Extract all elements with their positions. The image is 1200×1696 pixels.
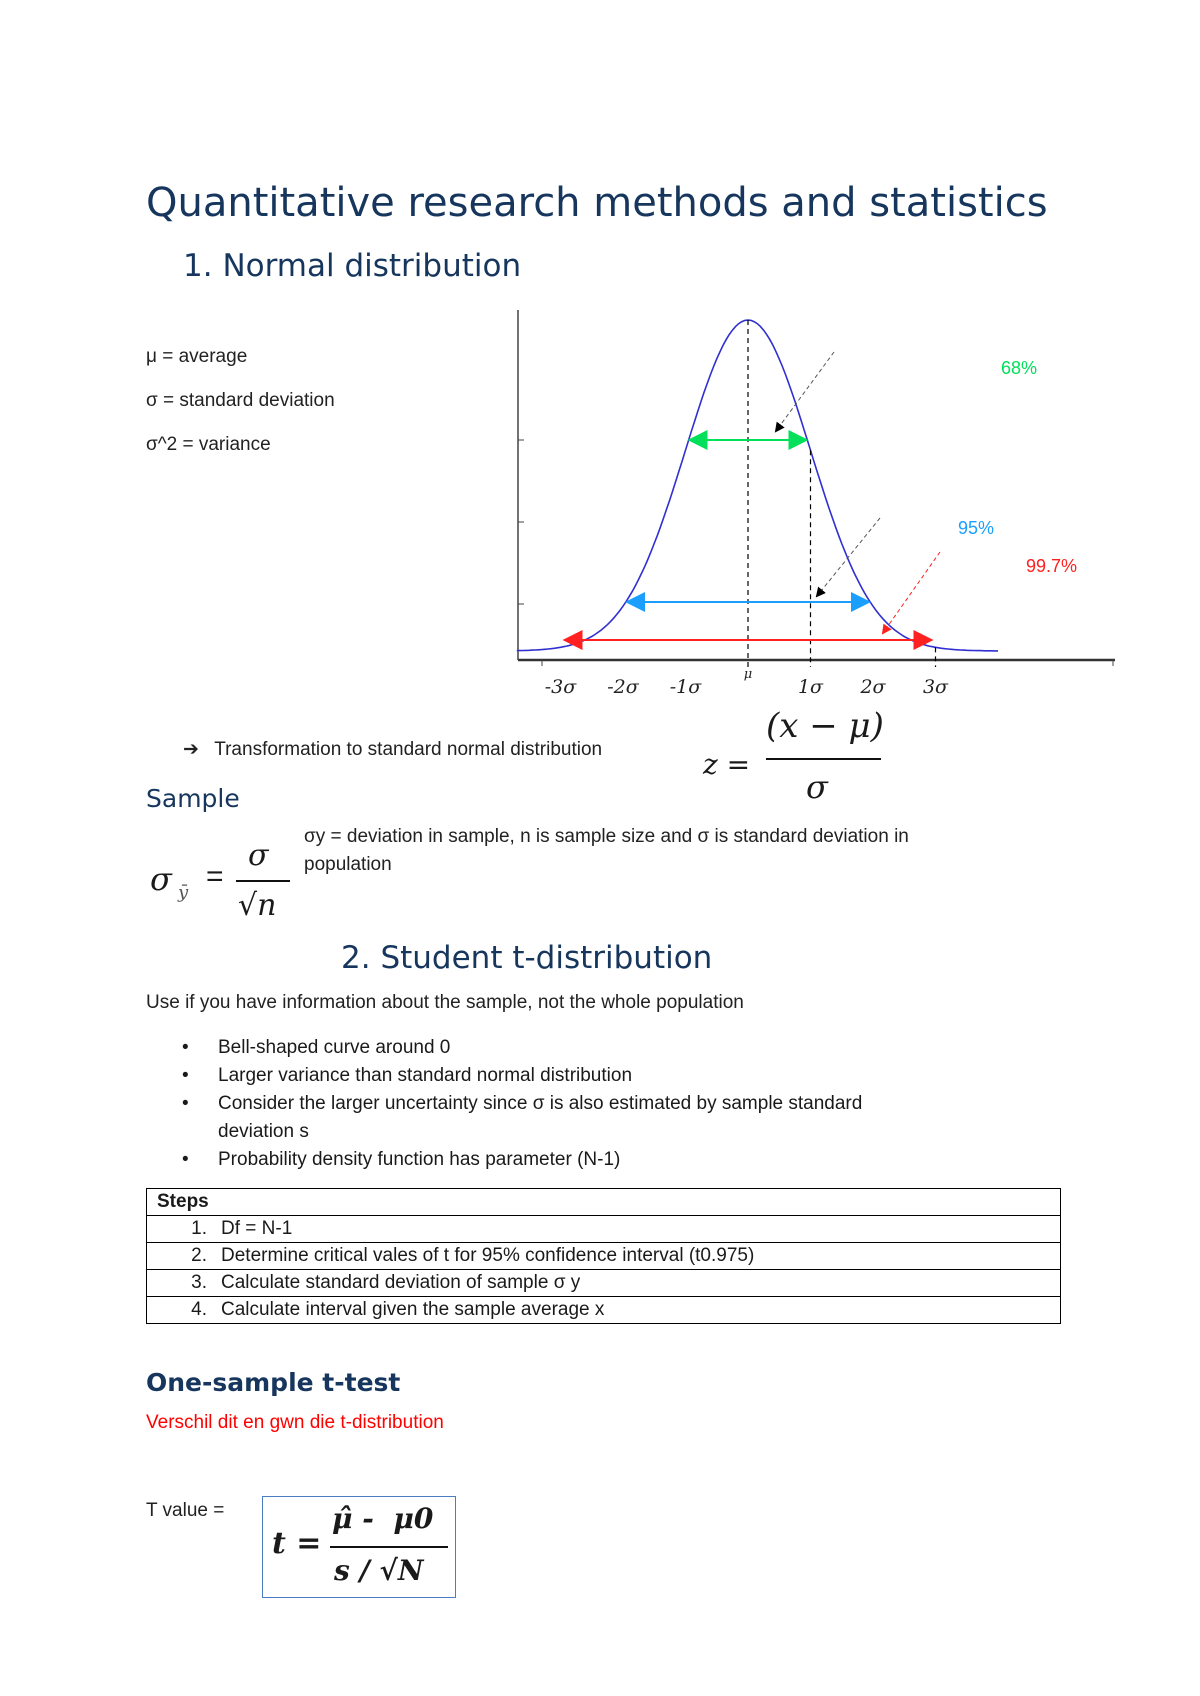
section-2-title: Student t-distribution [380,940,713,976]
section-1-heading [183,248,521,284]
page-title: Quantitative research methods and statistics [146,180,1048,226]
table-row [147,1243,1061,1270]
t-dist-intro: Use if you have information about the sample, not the whole population [146,992,744,1013]
bullet-icon: • [182,1149,189,1170]
t-formula-lhs: t = [272,1526,322,1561]
x-tick-label: 3σ [922,676,949,698]
list-item [146,1146,862,1174]
bullet-list [146,1034,862,1174]
x-tick-label: 1σ [797,676,824,698]
list-item-text: Larger variance than standard normal distribution [218,1065,633,1086]
interval-label-997: 99.7% [1026,556,1078,576]
step-text: Calculate interval given the sample average x [221,1299,605,1320]
steps-table [146,1188,1061,1324]
list-item-text-cont: deviation s [218,1121,309,1142]
transformation-text: Transformation to standard normal distribution [214,739,603,760]
table-row [147,1270,1061,1297]
t-formula-numerator: μ̂ - μ0 [332,1502,434,1535]
section-1-title: Normal distribution [222,248,522,284]
z-formula-denominator: σ [806,768,828,806]
t-formula-denominator: s / √N [334,1554,424,1587]
ttest-heading: One-sample t-test [146,1368,401,1397]
sample-formula-equals: = [206,860,224,893]
pointer-arrow-997 [883,552,940,633]
def-mu: μ = average [146,346,248,367]
t-formula-fraction-bar [330,1546,448,1548]
step-number: 3. [191,1272,207,1293]
sample-formula-lhs: σ [150,860,172,898]
list-item [146,1062,862,1090]
table-row [147,1297,1061,1324]
pointer-arrow-95 [817,518,880,596]
x-tick-label: -2σ [607,676,639,698]
step-text: Calculate standard deviation of sample σ y [221,1272,581,1293]
bullet-icon: • [182,1065,189,1086]
section-2-number: 2. [341,940,371,976]
list-item-text: Probability density function has parameter (N-1) [218,1149,621,1170]
section-1-number: 1. [183,248,213,284]
list-item-text: Consider the larger uncertainty since σ is also estimated by sample standard [218,1093,863,1114]
section-2-heading [341,940,712,976]
arrow-right-icon: ➔ [183,739,199,760]
list-item-text: Bell-shaped curve around 0 [218,1037,451,1058]
z-formula-fraction-bar [766,758,881,760]
def-variance: σ^2 = variance [146,434,271,455]
list-item [146,1034,862,1062]
transformation-note [183,738,602,761]
step-text: Df = N-1 [221,1218,293,1239]
bullet-icon: • [182,1037,189,1058]
sample-formula-numerator: σ [248,838,269,873]
z-formula-lhs: z = [703,748,751,781]
pointer-arrow-68 [776,352,834,431]
step-number: 4. [191,1299,207,1320]
step-text: Determine critical vales of t for 95% confidence interval (t0.975) [221,1245,755,1266]
z-formula-numerator: (x − μ) [766,706,884,746]
sample-formula-subscript: ȳ [178,882,189,903]
step-number: 2. [191,1245,207,1266]
x-tick-label: 2σ [860,676,886,698]
table-header-row [147,1189,1061,1216]
list-item [146,1090,862,1146]
x-tick-label: -1σ [669,676,702,698]
steps-header: Steps [147,1189,1061,1216]
x-tick-label: -3σ [544,676,577,698]
def-sigma: σ = standard deviation [146,390,335,411]
interval-label-95: 95% [958,518,995,538]
bullet-icon: • [182,1093,189,1114]
sample-desc-line2: population [304,854,392,875]
table-row [147,1216,1061,1243]
sample-formula-fraction-bar [236,880,290,882]
interval-label-68: 68% [1001,358,1038,378]
x-tick-label: μ [743,667,753,682]
step-number: 1. [191,1218,207,1239]
ttest-red-note: Verschil dit en gwn die t-distribution [146,1412,444,1433]
tvalue-label: T value = [146,1500,225,1521]
sample-heading: Sample [146,784,240,813]
sample-desc-line1: σy = deviation in sample, n is sample size and σ is standard deviation in [304,826,909,847]
sample-formula-denominator: √n [238,888,277,923]
